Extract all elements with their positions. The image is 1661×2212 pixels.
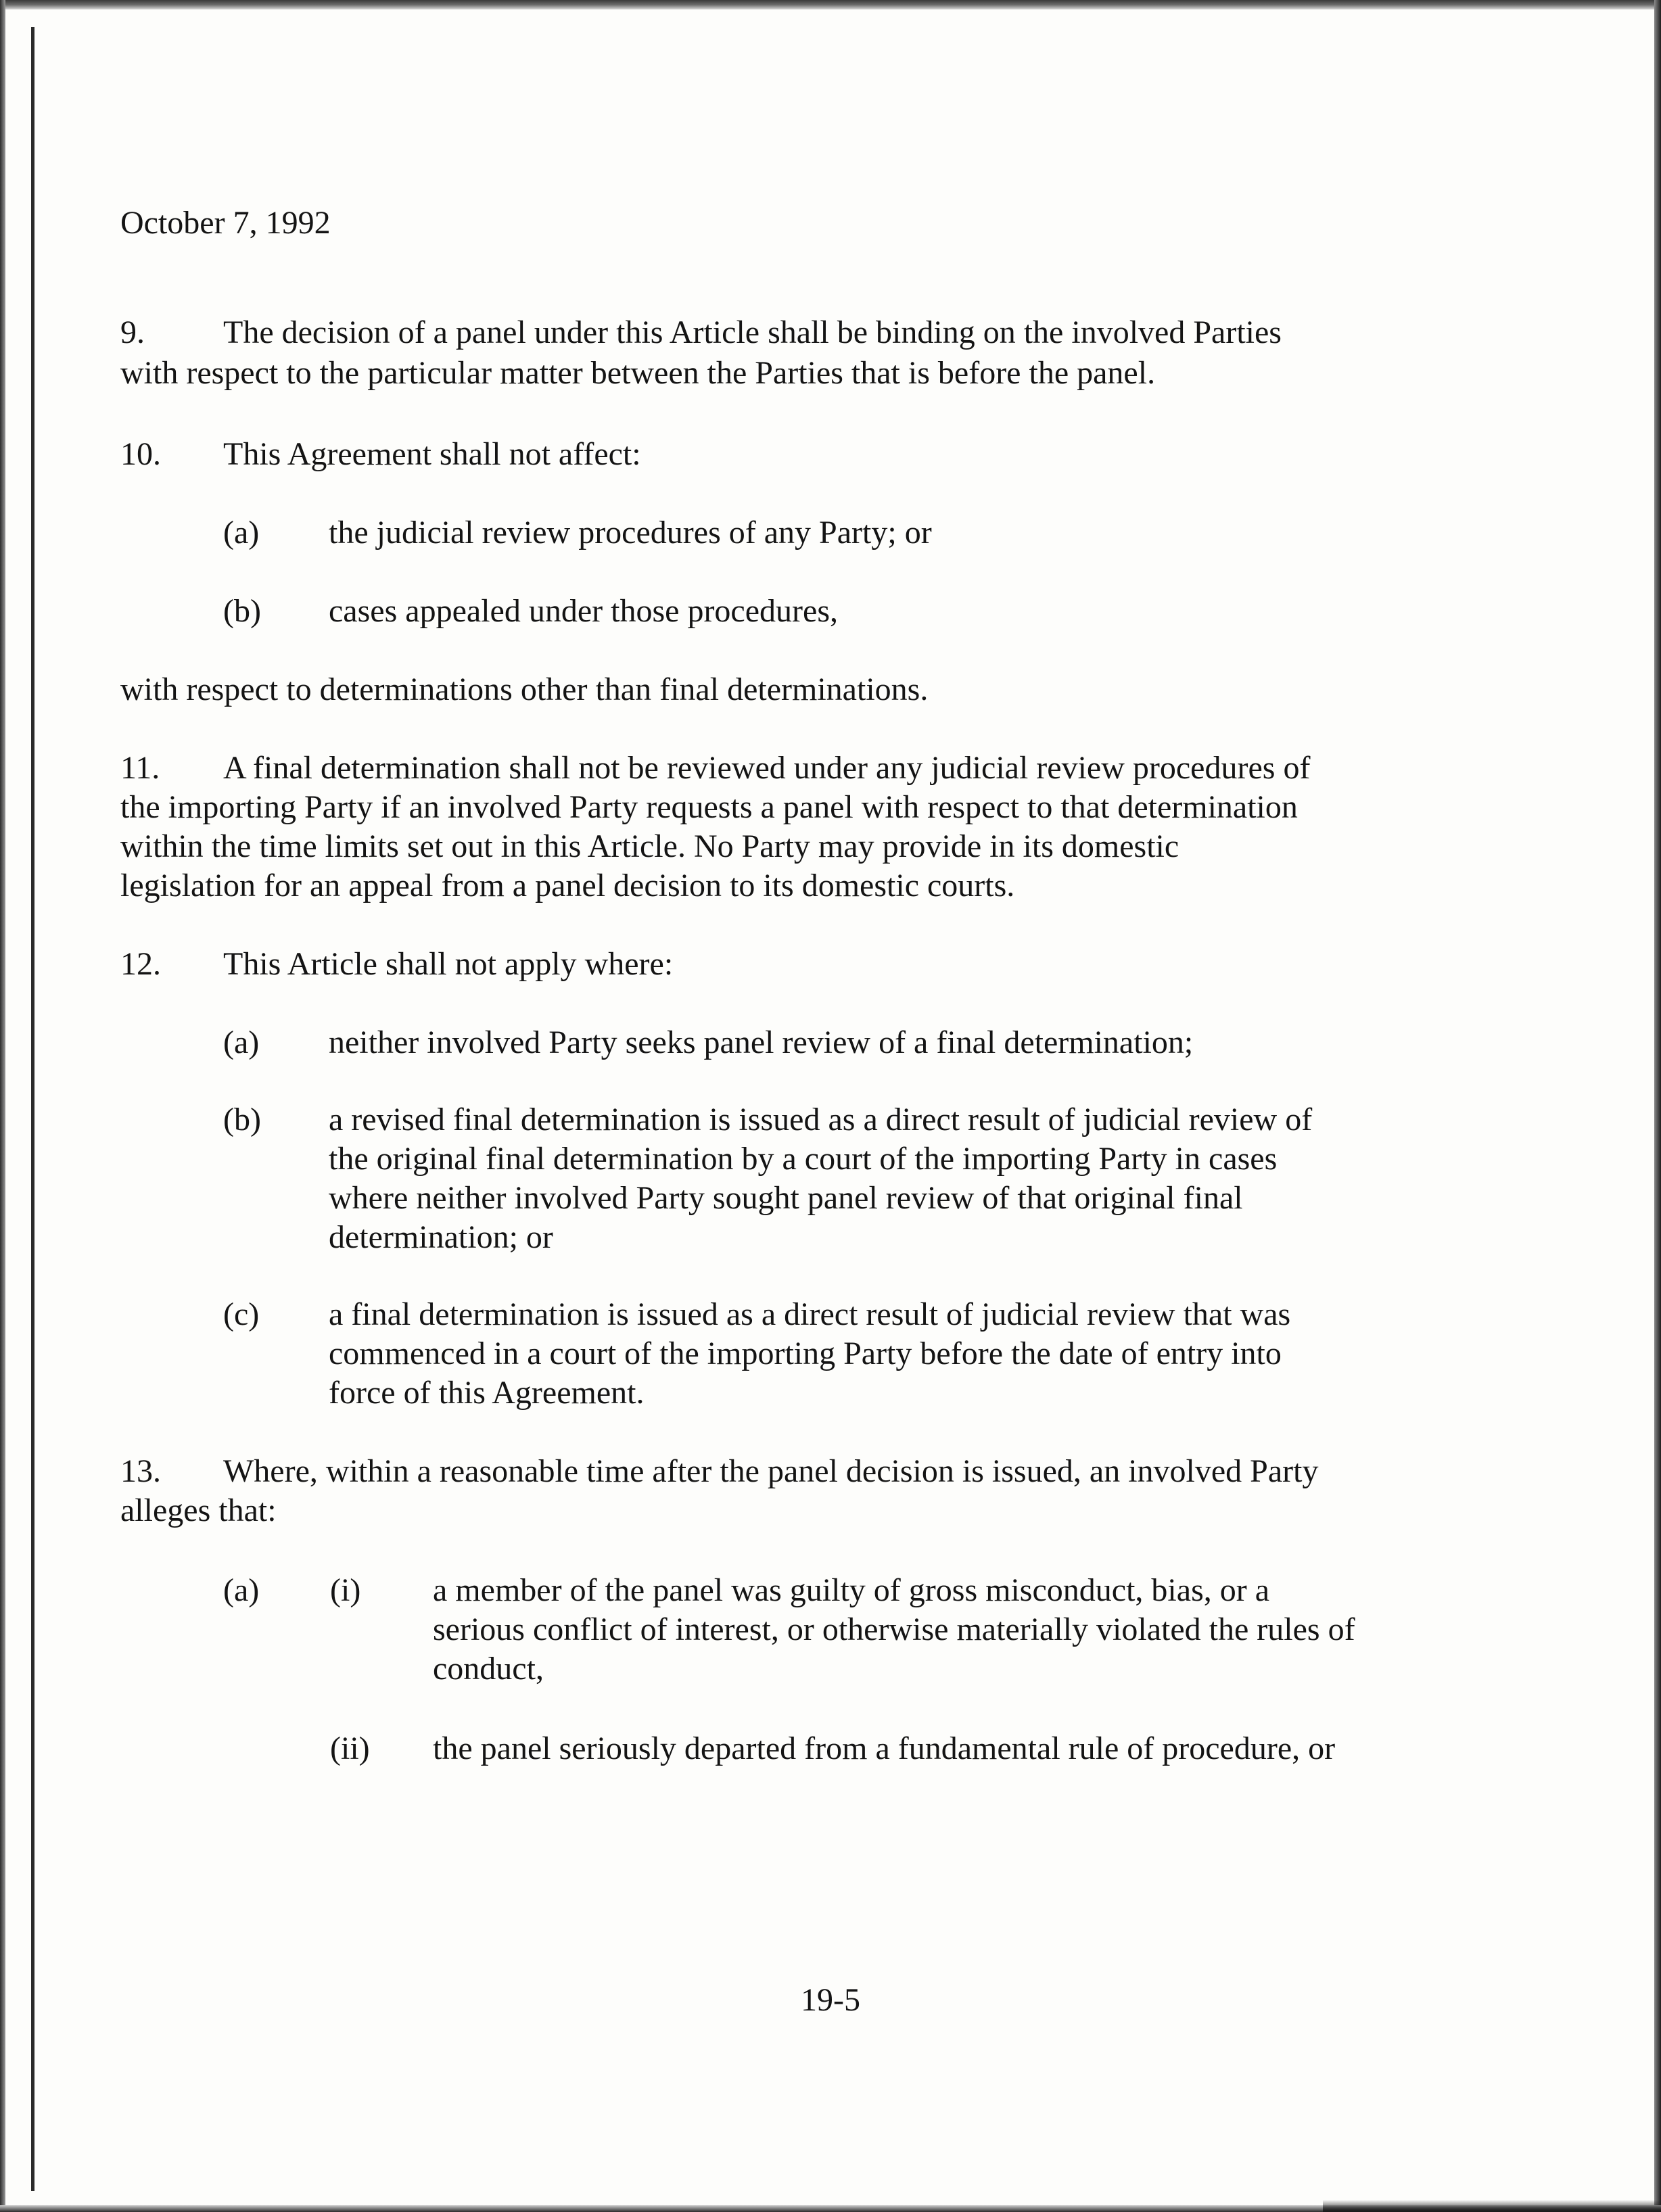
paragraph-13-subitem-i-line-2: serious conflict of interest, or otherwise materially violated the rules of — [433, 1611, 1355, 1647]
paragraph-12-item-c-line-2: commenced in a court of the importing Party before the date of entry into — [329, 1336, 1282, 1371]
scan-shadow-bottom-right — [1323, 2200, 1661, 2212]
page-number: 19-5 — [801, 1982, 860, 2018]
paragraph-12-item-c-line-3: force of this Agreement. — [329, 1375, 645, 1411]
paragraph-11-line-3: within the time limits set out in this Article. No Party may provide in its domestic — [120, 828, 1179, 864]
scan-edge-top — [0, 0, 1661, 9]
paragraph-12-item-c-line-1: a final determination is issued as a direct result of judicial review that was — [329, 1296, 1291, 1332]
paragraph-11-line-4: legislation for an appeal from a panel decision to its domestic courts. — [120, 868, 1015, 903]
paragraph-10-intro: This Agreement shall not affect: — [223, 436, 641, 472]
paragraph-10-item-a-text: the judicial review procedures of any Party; or — [329, 515, 932, 550]
paragraph-10-number: 10. — [120, 436, 161, 472]
paragraph-12-intro: This Article shall not apply where: — [223, 946, 674, 982]
paragraph-12-item-b-label: (b) — [223, 1102, 261, 1137]
paragraph-11-line-2: the importing Party if an involved Party requests a panel with respect to that determination — [120, 789, 1298, 825]
paragraph-12-item-b-line-4: determination; or — [329, 1219, 553, 1255]
paragraph-10-item-b-text: cases appealed under those procedures, — [329, 593, 838, 629]
paragraph-9-line-1: The decision of a panel under this Article shall be binding on the involved Parties — [223, 314, 1282, 350]
paragraph-13-subitem-i-line-1: a member of the panel was guilty of gross misconduct, bias, or a — [433, 1572, 1270, 1608]
scan-binding-line — [31, 27, 34, 2191]
paragraph-12-number: 12. — [120, 946, 161, 982]
paragraph-13-item-a-label: (a) — [223, 1572, 260, 1608]
paragraph-13-subitem-i-label: (i) — [330, 1572, 361, 1608]
paragraph-9-line-2: with respect to the particular matter between the Parties that is before the panel. — [120, 355, 1156, 391]
paragraph-11-number: 11. — [120, 750, 160, 786]
document-date: October 7, 1992 — [120, 205, 331, 241]
paragraph-13-subitem-ii-label: (ii) — [330, 1731, 370, 1766]
paragraph-10-item-a-label: (a) — [223, 515, 260, 550]
paragraph-12-item-b-line-2: the original final determination by a court of the importing Party in cases — [329, 1141, 1278, 1177]
scan-edge-left — [0, 0, 5, 2212]
paragraph-13-number: 13. — [120, 1453, 161, 1489]
paragraph-13-line-1: Where, within a reasonable time after the panel decision is issued, an involved Party — [223, 1453, 1319, 1489]
paragraph-13-subitem-ii-line-1: the panel seriously departed from a fundamental rule of procedure, or — [433, 1731, 1336, 1766]
paragraph-13-line-2: alleges that: — [120, 1492, 277, 1528]
paragraph-12-item-b-line-3: where neither involved Party sought panel review of that original final — [329, 1180, 1243, 1216]
paragraph-12-item-b-line-1: a revised final determination is issued as a direct result of judicial review of — [329, 1102, 1313, 1137]
scan-edge-right — [1654, 0, 1661, 2212]
paragraph-10-item-b-label: (b) — [223, 593, 261, 629]
paragraph-10-closing: with respect to determinations other than final determinations. — [120, 672, 929, 707]
paragraph-12-item-c-label: (c) — [223, 1296, 260, 1332]
paragraph-11-line-1: A final determination shall not be reviewed under any judicial review procedures of — [223, 750, 1311, 786]
paragraph-12-item-a-line-1: neither involved Party seeks panel review of a final determination; — [329, 1025, 1194, 1060]
paragraph-9-number: 9. — [120, 314, 145, 350]
paragraph-13-subitem-i-line-3: conduct, — [433, 1651, 544, 1687]
paragraph-12-item-a-label: (a) — [223, 1025, 260, 1060]
